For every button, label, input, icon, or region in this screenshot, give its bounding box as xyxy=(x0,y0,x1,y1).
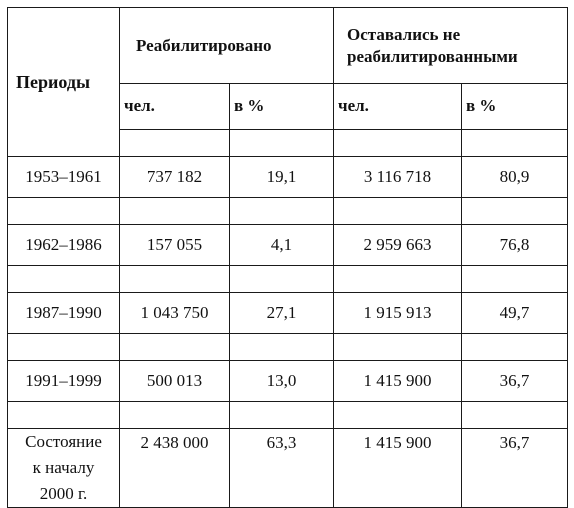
rehab-percent-value: 63,3 xyxy=(266,433,297,452)
header-rehabilitated: Реабилитировано xyxy=(120,8,334,84)
rehab-people-cell: 157 055 xyxy=(120,225,230,266)
spacer-cell xyxy=(230,334,334,361)
spacer-cell xyxy=(120,266,230,293)
spacer-cell xyxy=(230,198,334,225)
spacer-cell xyxy=(120,129,230,156)
table-row xyxy=(8,293,568,334)
rehabilitation-table xyxy=(7,7,568,508)
table-row xyxy=(8,157,568,198)
spacer-cell xyxy=(230,129,334,156)
spacer-cell xyxy=(230,266,334,293)
period-cell: 1987–1990 xyxy=(8,293,120,334)
remain-percent-cell: 49,7 xyxy=(462,293,568,334)
rehab-percent-cell: 19,1 xyxy=(230,157,334,198)
spacer-cell xyxy=(334,198,462,225)
period-line: 2000 г. xyxy=(39,484,88,503)
header-remain-persons: чел. xyxy=(334,84,462,130)
table-row xyxy=(8,225,568,266)
rehab-people-cell: 737 182 xyxy=(120,157,230,198)
remain-percent-cell xyxy=(462,429,568,508)
remain-people-value: 1 415 900 xyxy=(363,433,432,452)
remain-percent-value: 36,7 xyxy=(499,433,530,452)
spacer-cell xyxy=(334,266,462,293)
rehab-percent-cell: 27,1 xyxy=(230,293,334,334)
header-not-rehabilitated-line1: Оставались не xyxy=(347,24,461,44)
header-rehab-persons: чел. xyxy=(120,84,230,130)
remain-people-cell: 3 116 718 xyxy=(334,157,462,198)
spacer-cell xyxy=(120,402,230,429)
spacer-cell xyxy=(462,198,568,225)
period-line: Состояние xyxy=(25,432,102,451)
spacer-cell xyxy=(334,334,462,361)
header-periods: Периоды xyxy=(8,8,120,157)
remain-people-cell xyxy=(334,429,462,508)
spacer-cell xyxy=(8,334,120,361)
remain-percent-cell: 80,9 xyxy=(462,157,568,198)
spacer-cell xyxy=(462,129,568,156)
spacer-cell xyxy=(462,402,568,429)
table-row xyxy=(8,361,568,402)
rehab-people-cell xyxy=(120,429,230,508)
period-cell: 1953–1961 xyxy=(8,157,120,198)
spacer-cell xyxy=(120,198,230,225)
rehab-percent-cell xyxy=(230,429,334,508)
spacer-cell xyxy=(8,198,120,225)
spacer-cell xyxy=(230,402,334,429)
spacer-cell xyxy=(462,266,568,293)
header-rehab-percent: в % xyxy=(230,84,334,130)
rehab-people-cell: 500 013 xyxy=(120,361,230,402)
period-cell xyxy=(8,429,120,508)
table-row-total xyxy=(8,429,568,508)
period-cell: 1962–1986 xyxy=(8,225,120,266)
header-not-rehabilitated xyxy=(334,8,568,84)
rehab-percent-cell: 4,1 xyxy=(230,225,334,266)
spacer-cell xyxy=(334,402,462,429)
rehab-people-cell: 1 043 750 xyxy=(120,293,230,334)
period-cell: 1991–1999 xyxy=(8,361,120,402)
remain-people-cell: 2 959 663 xyxy=(334,225,462,266)
remain-percent-cell: 76,8 xyxy=(462,225,568,266)
header-remain-percent: в % xyxy=(462,84,568,130)
remain-percent-cell: 36,7 xyxy=(462,361,568,402)
remain-people-cell: 1 415 900 xyxy=(334,361,462,402)
spacer-cell xyxy=(8,402,120,429)
spacer-cell xyxy=(462,334,568,361)
remain-people-cell: 1 915 913 xyxy=(334,293,462,334)
header-not-rehabilitated-line2: реабилитированными xyxy=(347,46,518,66)
rehab-percent-cell: 13,0 xyxy=(230,361,334,402)
spacer-cell xyxy=(8,266,120,293)
spacer-cell xyxy=(120,334,230,361)
rehab-people-value: 2 438 000 xyxy=(140,433,209,452)
period-line: к началу xyxy=(32,458,95,477)
spacer-cell xyxy=(334,129,462,156)
